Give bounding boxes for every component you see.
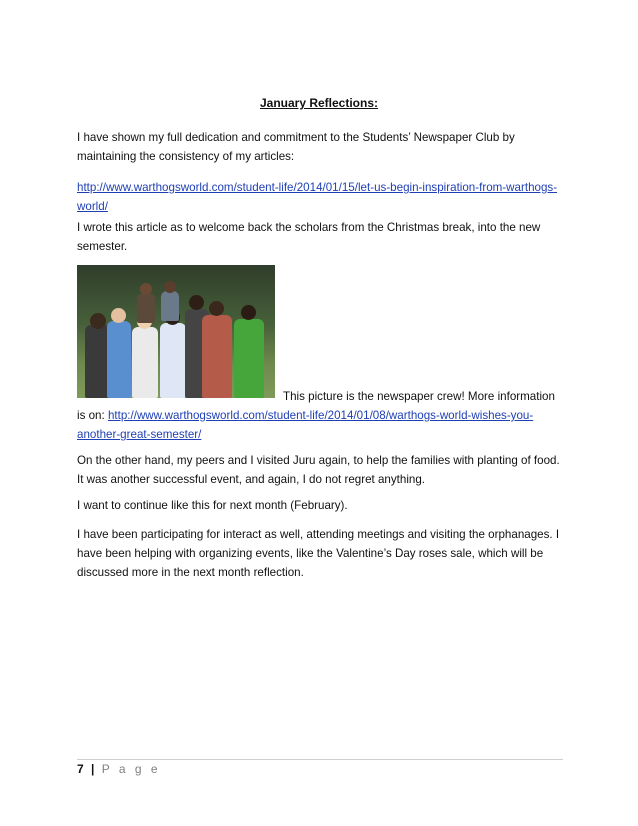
article-description-paragraph: I wrote this article as to welcome back the scholars from the Christmas break, into the new semester. <box>77 221 541 253</box>
newspaper-crew-photo <box>77 265 275 398</box>
juru-paragraph: On the other hand, my peers and I visited Juru again, to help the families with planting of food. It was another successful event, and again, I do not regret anything. <box>77 454 560 486</box>
interact-paragraph: I have been participating for interact as well, attending meetings and visiting the orphanages. I have been helping with organizing events, like the Valentine’s Day roses sale, which will be discussed more in the next month reflection. <box>77 528 560 579</box>
page-footer <box>77 762 161 776</box>
footer-divider <box>77 759 563 760</box>
page-label: P a g e <box>101 762 161 776</box>
article-link-2[interactable]: http://www.warthogsworld.com/student-life/2014/01/08/warthogs-world-wishes-you-another-great-semester/ <box>77 409 534 441</box>
page-title: January Reflections: <box>259 96 379 110</box>
article-link-1[interactable]: http://www.warthogsworld.com/student-life/2014/01/15/let-us-begin-inspiration-from-warthogs-world/ <box>77 181 558 213</box>
continue-paragraph: I want to continue like this for next month (February). <box>77 499 348 512</box>
footer-separator: | <box>91 762 95 776</box>
more-info-prefix: is on: <box>77 409 108 422</box>
page-number: 7 <box>77 762 84 776</box>
more-info-paragraph <box>77 406 563 444</box>
intro-paragraph: I have shown my full dedication and commitment to the Students’ Newspaper Club by maintaining the consistency of my articles: <box>77 131 515 163</box>
photo-caption: This picture is the newspaper crew! More information <box>283 390 555 403</box>
